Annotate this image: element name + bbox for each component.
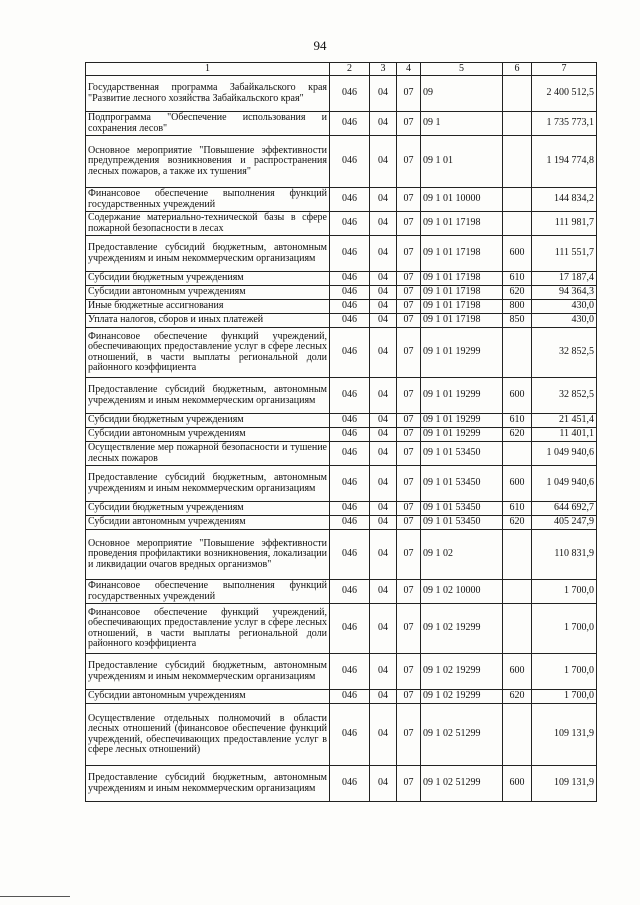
admin-code-cell: 046	[330, 300, 370, 314]
amount-cell: 109 131,9	[532, 704, 597, 766]
target-article-cell: 09 1 02 19299	[421, 690, 503, 704]
row-name-cell: Основное мероприятие "Повышение эффективности проведения профилактики возникновения, локализации и ликвидации очагов вредных организмов"	[86, 530, 330, 580]
expense-type-cell	[503, 442, 532, 466]
subsection-cell: 07	[397, 604, 421, 654]
amount-cell: 1 049 940,6	[532, 442, 597, 466]
amount-cell: 110 831,9	[532, 530, 597, 580]
header-row	[86, 63, 597, 76]
subsection-cell: 07	[397, 188, 421, 212]
row-name-cell: Субсидии автономным учреждениям	[86, 428, 330, 442]
header-col-3: 3	[370, 63, 397, 76]
amount-cell: 430,0	[532, 314, 597, 328]
table-row	[86, 530, 597, 580]
row-name-cell: Предоставление субсидий бюджетным, автономным учреждениям и иным некоммерческим организациям	[86, 378, 330, 414]
section-cell: 04	[370, 604, 397, 654]
row-name-cell: Содержание материально-технической базы в сфере пожарной безопасности в лесах	[86, 212, 330, 236]
admin-code-cell: 046	[330, 314, 370, 328]
expense-type-cell	[503, 328, 532, 378]
admin-code-cell: 046	[330, 136, 370, 188]
target-article-cell: 09 1 01 19299	[421, 378, 503, 414]
row-name-cell: Основное мероприятие "Повышение эффективности предупреждения возникновения и распространения лесных пожаров, а также их тушения"	[86, 136, 330, 188]
amount-cell: 2 400 512,5	[532, 76, 597, 112]
expense-type-cell: 600	[503, 236, 532, 272]
target-article-cell: 09 1 01 53450	[421, 442, 503, 466]
subsection-cell: 07	[397, 502, 421, 516]
table-row	[86, 442, 597, 466]
subsection-cell: 07	[397, 690, 421, 704]
header-col-5: 5	[421, 63, 503, 76]
target-article-cell: 09 1 02 51299	[421, 766, 503, 802]
section-cell: 04	[370, 428, 397, 442]
amount-cell: 144 834,2	[532, 188, 597, 212]
target-article-cell: 09 1 01 17198	[421, 272, 503, 286]
amount-cell: 1 049 940,6	[532, 466, 597, 502]
section-cell: 04	[370, 76, 397, 112]
amount-cell: 21 451,4	[532, 414, 597, 428]
budget-table	[85, 62, 597, 802]
subsection-cell: 07	[397, 328, 421, 378]
table-row	[86, 136, 597, 188]
expense-type-cell	[503, 704, 532, 766]
admin-code-cell: 046	[330, 502, 370, 516]
target-article-cell: 09 1	[421, 112, 503, 136]
row-name-cell: Финансовое обеспечение функций учреждений, обеспечивающих предоставление услуг в сфере лесных отношений, в части выплаты региональной доли районного коэффициента	[86, 604, 330, 654]
admin-code-cell: 046	[330, 442, 370, 466]
table-row	[86, 654, 597, 690]
amount-cell: 1 735 773,1	[532, 112, 597, 136]
subsection-cell: 07	[397, 530, 421, 580]
target-article-cell: 09 1 01 17198	[421, 286, 503, 300]
target-article-cell: 09 1 02	[421, 530, 503, 580]
row-name-cell: Осуществление отдельных полномочий в области лесных отношений (финансовое обеспечение функций учреждений, обеспечивающих предоставление услуг в сфере лесных отношений)	[86, 704, 330, 766]
row-name-cell: Финансовое обеспечение выполнения функций государственных учреждений	[86, 188, 330, 212]
row-name-cell: Субсидии автономным учреждениям	[86, 516, 330, 530]
amount-cell: 32 852,5	[532, 328, 597, 378]
expense-type-cell: 800	[503, 300, 532, 314]
row-name-cell: Уплата налогов, сборов и иных платежей	[86, 314, 330, 328]
row-name-cell: Субсидии бюджетным учреждениям	[86, 414, 330, 428]
subsection-cell: 07	[397, 516, 421, 530]
expense-type-cell	[503, 188, 532, 212]
subsection-cell: 07	[397, 300, 421, 314]
target-article-cell: 09 1 02 51299	[421, 704, 503, 766]
amount-cell: 11 401,1	[532, 428, 597, 442]
amount-cell: 32 852,5	[532, 378, 597, 414]
table-row	[86, 314, 597, 328]
admin-code-cell: 046	[330, 286, 370, 300]
section-cell: 04	[370, 136, 397, 188]
table-row	[86, 414, 597, 428]
subsection-cell: 07	[397, 704, 421, 766]
header-col-1: 1	[86, 63, 330, 76]
amount-cell: 1 700,0	[532, 604, 597, 654]
section-cell: 04	[370, 188, 397, 212]
admin-code-cell: 046	[330, 272, 370, 286]
table-row	[86, 76, 597, 112]
admin-code-cell: 046	[330, 654, 370, 690]
section-cell: 04	[370, 414, 397, 428]
page-number: 94	[313, 38, 327, 53]
table-row	[86, 212, 597, 236]
target-article-cell: 09 1 01 17198	[421, 212, 503, 236]
table-row	[86, 300, 597, 314]
expense-type-cell	[503, 212, 532, 236]
subsection-cell: 07	[397, 314, 421, 328]
admin-code-cell: 046	[330, 530, 370, 580]
amount-cell: 111 981,7	[532, 212, 597, 236]
subsection-cell: 07	[397, 76, 421, 112]
target-article-cell: 09	[421, 76, 503, 112]
amount-cell: 17 187,4	[532, 272, 597, 286]
header-col-7: 7	[532, 63, 597, 76]
admin-code-cell: 046	[330, 704, 370, 766]
admin-code-cell: 046	[330, 112, 370, 136]
section-cell: 04	[370, 314, 397, 328]
expense-type-cell: 600	[503, 654, 532, 690]
target-article-cell: 09 1 02 19299	[421, 654, 503, 690]
amount-cell: 109 131,9	[532, 766, 597, 802]
expense-type-cell	[503, 604, 532, 654]
table-row	[86, 704, 597, 766]
subsection-cell: 07	[397, 136, 421, 188]
table-row	[86, 328, 597, 378]
expense-type-cell: 850	[503, 314, 532, 328]
section-cell: 04	[370, 300, 397, 314]
expense-type-cell	[503, 580, 532, 604]
subsection-cell: 07	[397, 378, 421, 414]
row-name-cell: Финансовое обеспечение выполнения функций государственных учреждений	[86, 580, 330, 604]
admin-code-cell: 046	[330, 604, 370, 654]
subsection-cell: 07	[397, 442, 421, 466]
expense-type-cell	[503, 112, 532, 136]
table-row	[86, 286, 597, 300]
expense-type-cell: 600	[503, 466, 532, 502]
admin-code-cell: 046	[330, 690, 370, 704]
admin-code-cell: 046	[330, 414, 370, 428]
target-article-cell: 09 1 01 10000	[421, 188, 503, 212]
row-name-cell: Предоставление субсидий бюджетным, автономным учреждениям и иным некоммерческим организациям	[86, 236, 330, 272]
row-name-cell: Субсидии автономным учреждениям	[86, 690, 330, 704]
row-name-cell: Субсидии бюджетным учреждениям	[86, 502, 330, 516]
row-name-cell: Субсидии автономным учреждениям	[86, 286, 330, 300]
target-article-cell: 09 1 01 19299	[421, 414, 503, 428]
row-name-cell: Осуществление мер пожарной безопасности и тушение лесных пожаров	[86, 442, 330, 466]
expense-type-cell	[503, 530, 532, 580]
section-cell: 04	[370, 236, 397, 272]
table-row	[86, 272, 597, 286]
expense-type-cell: 600	[503, 766, 532, 802]
expense-type-cell: 610	[503, 414, 532, 428]
table-row	[86, 502, 597, 516]
row-name-cell: Государственная программа Забайкальского края "Развитие лесного хозяйства Забайкальского края"	[86, 76, 330, 112]
margin-line	[0, 896, 70, 897]
row-name-cell: Предоставление субсидий бюджетным, автономным учреждениям и иным некоммерческим организациям	[86, 466, 330, 502]
subsection-cell: 07	[397, 236, 421, 272]
table-row	[86, 690, 597, 704]
admin-code-cell: 046	[330, 766, 370, 802]
target-article-cell: 09 1 01 53450	[421, 516, 503, 530]
subsection-cell: 07	[397, 112, 421, 136]
table-body	[86, 76, 597, 802]
subsection-cell: 07	[397, 272, 421, 286]
section-cell: 04	[370, 378, 397, 414]
row-name-cell: Финансовое обеспечение функций учреждений, обеспечивающих предоставление услуг в сфере лесных отношений, в части выплаты региональной доли районного коэффициента	[86, 328, 330, 378]
section-cell: 04	[370, 704, 397, 766]
section-cell: 04	[370, 766, 397, 802]
table-row	[86, 604, 597, 654]
table-row	[86, 188, 597, 212]
section-cell: 04	[370, 690, 397, 704]
amount-cell: 430,0	[532, 300, 597, 314]
table-row	[86, 766, 597, 802]
target-article-cell: 09 1 01 17198	[421, 236, 503, 272]
section-cell: 04	[370, 466, 397, 502]
target-article-cell: 09 1 02 19299	[421, 604, 503, 654]
target-article-cell: 09 1 01 53450	[421, 466, 503, 502]
amount-cell: 1 700,0	[532, 690, 597, 704]
amount-cell: 1 700,0	[532, 654, 597, 690]
expense-type-cell: 610	[503, 502, 532, 516]
section-cell: 04	[370, 516, 397, 530]
section-cell: 04	[370, 212, 397, 236]
admin-code-cell: 046	[330, 212, 370, 236]
section-cell: 04	[370, 272, 397, 286]
table-row	[86, 428, 597, 442]
row-name-cell: Субсидии бюджетным учреждениям	[86, 272, 330, 286]
expense-type-cell: 620	[503, 428, 532, 442]
table-row	[86, 466, 597, 502]
amount-cell: 111 551,7	[532, 236, 597, 272]
admin-code-cell: 046	[330, 188, 370, 212]
amount-cell: 1 194 774,8	[532, 136, 597, 188]
header-col-2: 2	[330, 63, 370, 76]
subsection-cell: 07	[397, 766, 421, 802]
subsection-cell: 07	[397, 654, 421, 690]
subsection-cell: 07	[397, 580, 421, 604]
subsection-cell: 07	[397, 466, 421, 502]
section-cell: 04	[370, 442, 397, 466]
row-name-cell: Подпрограмма "Обеспечение использования и сохранения лесов"	[86, 112, 330, 136]
admin-code-cell: 046	[330, 76, 370, 112]
section-cell: 04	[370, 530, 397, 580]
expense-type-cell	[503, 136, 532, 188]
admin-code-cell: 046	[330, 328, 370, 378]
table-row	[86, 236, 597, 272]
expense-type-cell: 600	[503, 378, 532, 414]
subsection-cell: 07	[397, 286, 421, 300]
admin-code-cell: 046	[330, 466, 370, 502]
admin-code-cell: 046	[330, 580, 370, 604]
section-cell: 04	[370, 580, 397, 604]
section-cell: 04	[370, 502, 397, 516]
target-article-cell: 09 1 01 17198	[421, 314, 503, 328]
subsection-cell: 07	[397, 428, 421, 442]
subsection-cell: 07	[397, 212, 421, 236]
expense-type-cell: 620	[503, 286, 532, 300]
amount-cell: 1 700,0	[532, 580, 597, 604]
section-cell: 04	[370, 286, 397, 300]
expense-type-cell: 620	[503, 516, 532, 530]
row-name-cell: Предоставление субсидий бюджетным, автономным учреждениям и иным некоммерческим организациям	[86, 766, 330, 802]
target-article-cell: 09 1 01 19299	[421, 328, 503, 378]
target-article-cell: 09 1 01 19299	[421, 428, 503, 442]
section-cell: 04	[370, 328, 397, 378]
amount-cell: 644 692,7	[532, 502, 597, 516]
admin-code-cell: 046	[330, 236, 370, 272]
section-cell: 04	[370, 112, 397, 136]
header-col-4: 4	[397, 63, 421, 76]
admin-code-cell: 046	[330, 378, 370, 414]
amount-cell: 94 364,3	[532, 286, 597, 300]
admin-code-cell: 046	[330, 516, 370, 530]
expense-type-cell	[503, 76, 532, 112]
expense-type-cell: 610	[503, 272, 532, 286]
section-cell: 04	[370, 654, 397, 690]
table-row	[86, 112, 597, 136]
target-article-cell: 09 1 01 17198	[421, 300, 503, 314]
target-article-cell: 09 1 01 53450	[421, 502, 503, 516]
amount-cell: 405 247,9	[532, 516, 597, 530]
row-name-cell: Иные бюджетные ассигнования	[86, 300, 330, 314]
admin-code-cell: 046	[330, 428, 370, 442]
row-name-cell: Предоставление субсидий бюджетным, автономным учреждениям и иным некоммерческим организациям	[86, 654, 330, 690]
table-row	[86, 580, 597, 604]
subsection-cell: 07	[397, 414, 421, 428]
table-row	[86, 378, 597, 414]
target-article-cell: 09 1 02 10000	[421, 580, 503, 604]
header-col-6: 6	[503, 63, 532, 76]
expense-type-cell: 620	[503, 690, 532, 704]
table-row	[86, 516, 597, 530]
target-article-cell: 09 1 01	[421, 136, 503, 188]
